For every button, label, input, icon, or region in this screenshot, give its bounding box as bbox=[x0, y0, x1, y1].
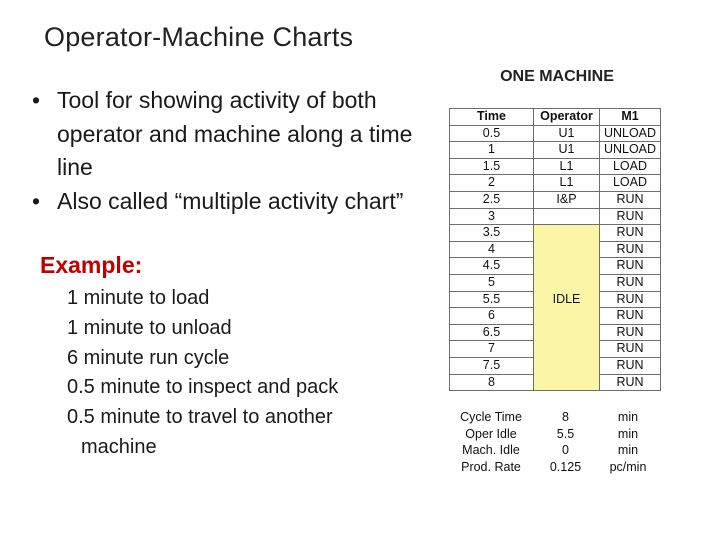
time-cell: 5 bbox=[450, 274, 534, 291]
column-header-m1: M1 bbox=[600, 109, 661, 126]
operator-idle-cell bbox=[534, 308, 600, 325]
summary-row bbox=[449, 459, 658, 476]
time-cell: 1 bbox=[450, 142, 534, 159]
summary-label: Oper Idle bbox=[465, 426, 517, 441]
summary-value: 0.125 bbox=[549, 459, 582, 474]
summary-row bbox=[449, 442, 658, 459]
table-header-row bbox=[450, 109, 661, 126]
example-list bbox=[67, 284, 338, 463]
time-cell: 4.5 bbox=[450, 258, 534, 275]
example-item: 0.5 minute to travel to another bbox=[67, 406, 333, 429]
m1-cell: RUN bbox=[600, 291, 661, 308]
time-cell: 8 bbox=[450, 374, 534, 391]
time-cell: 6 bbox=[450, 308, 534, 325]
bullet-text: Tool for showing activity of both operator and machine along a time line bbox=[57, 87, 413, 180]
table-row bbox=[450, 191, 661, 208]
operator-idle-cell bbox=[534, 357, 600, 374]
operator-idle-cell bbox=[534, 274, 600, 291]
operator-cell bbox=[534, 208, 600, 225]
example-item: machine bbox=[81, 435, 157, 458]
summary-value: 5.5 bbox=[556, 426, 575, 441]
table-row bbox=[450, 142, 661, 159]
slide-title: Operator-Machine Charts bbox=[44, 22, 354, 52]
time-cell: 2 bbox=[450, 175, 534, 192]
summary-unit: pc/min bbox=[609, 459, 647, 474]
example-label: Example: bbox=[40, 252, 143, 278]
example-item: 1 minute to load bbox=[67, 287, 210, 309]
operator-idle-cell bbox=[534, 341, 600, 358]
example-item: 1 minute to unload bbox=[67, 316, 232, 339]
time-cell: 1.5 bbox=[450, 158, 534, 175]
m1-cell: RUN bbox=[600, 374, 661, 391]
table-row bbox=[450, 357, 661, 374]
operator-cell: I&P bbox=[534, 191, 600, 208]
summary-row bbox=[449, 426, 658, 443]
operator-idle-cell bbox=[534, 225, 600, 242]
example-item: 0.5 minute to inspect and pack bbox=[67, 376, 339, 399]
m1-cell: UNLOAD bbox=[600, 142, 661, 159]
summary-value: 8 bbox=[562, 410, 569, 424]
m1-cell: LOAD bbox=[600, 158, 661, 175]
table-row bbox=[450, 374, 661, 391]
table-row bbox=[450, 291, 661, 308]
m1-cell: RUN bbox=[600, 274, 661, 291]
table-body bbox=[450, 125, 661, 391]
table-row bbox=[450, 225, 661, 242]
time-cell: 7.5 bbox=[450, 357, 534, 374]
operator-idle-cell bbox=[534, 374, 600, 391]
time-cell: 3 bbox=[450, 208, 534, 225]
summary-value: 0 bbox=[562, 443, 569, 457]
time-cell: 6.5 bbox=[450, 324, 534, 341]
table-row bbox=[450, 341, 661, 358]
summary-label: Prod. Rate bbox=[461, 459, 521, 474]
summary-table bbox=[449, 409, 658, 475]
m1-cell: RUN bbox=[600, 225, 661, 242]
time-cell: 5.5 bbox=[450, 291, 534, 308]
summary-unit: min bbox=[617, 443, 639, 457]
m1-cell: UNLOAD bbox=[600, 125, 661, 142]
table-row bbox=[450, 241, 661, 258]
summary-label: Mach. Idle bbox=[462, 443, 520, 457]
m1-cell: RUN bbox=[600, 324, 661, 341]
bullet-item bbox=[32, 185, 437, 219]
operator-cell: L1 bbox=[534, 158, 600, 175]
m1-cell: LOAD bbox=[600, 175, 661, 192]
table-row bbox=[450, 274, 661, 291]
m1-cell: RUN bbox=[600, 191, 661, 208]
table-row bbox=[450, 158, 661, 175]
bullet-item bbox=[32, 84, 437, 185]
summary-label: Cycle Time bbox=[460, 410, 522, 424]
column-header-time: Time bbox=[450, 109, 534, 126]
example-item: 6 minute run cycle bbox=[67, 346, 230, 369]
m1-cell: RUN bbox=[600, 341, 661, 358]
time-cell: 4 bbox=[450, 241, 534, 258]
time-cell: 3.5 bbox=[450, 225, 534, 242]
time-cell: 0.5 bbox=[450, 125, 534, 142]
operator-cell: L1 bbox=[534, 175, 600, 192]
chart-title: ONE MACHINE bbox=[500, 68, 614, 85]
m1-cell: RUN bbox=[600, 308, 661, 325]
column-header-operator: Operator bbox=[534, 109, 600, 126]
m1-cell: RUN bbox=[600, 208, 661, 225]
m1-cell: RUN bbox=[600, 357, 661, 374]
m1-cell: RUN bbox=[600, 241, 661, 258]
summary-body bbox=[449, 409, 658, 475]
operator-cell: U1 bbox=[534, 142, 600, 159]
operator-idle-cell: IDLE bbox=[534, 291, 600, 308]
table-row bbox=[450, 175, 661, 192]
time-cell: 2.5 bbox=[450, 191, 534, 208]
operator-idle-cell bbox=[534, 241, 600, 258]
bullet-text: Also called “multiple activity chart” bbox=[57, 187, 404, 214]
table-row bbox=[450, 125, 661, 142]
m1-cell: RUN bbox=[600, 258, 661, 275]
operator-cell: U1 bbox=[534, 125, 600, 142]
summary-unit: min bbox=[617, 426, 639, 441]
operator-idle-cell bbox=[534, 324, 600, 341]
table-row bbox=[450, 308, 661, 325]
activity-table bbox=[449, 108, 661, 391]
bullet-icon: • bbox=[32, 187, 41, 214]
summary-unit: min bbox=[617, 410, 639, 424]
table-row bbox=[450, 324, 661, 341]
bullet-list bbox=[32, 84, 437, 218]
table-row bbox=[450, 258, 661, 275]
table-row bbox=[450, 208, 661, 225]
time-cell: 7 bbox=[450, 341, 534, 358]
bullet-icon: • bbox=[32, 87, 41, 113]
summary-row bbox=[449, 409, 658, 426]
operator-idle-cell bbox=[534, 258, 600, 275]
